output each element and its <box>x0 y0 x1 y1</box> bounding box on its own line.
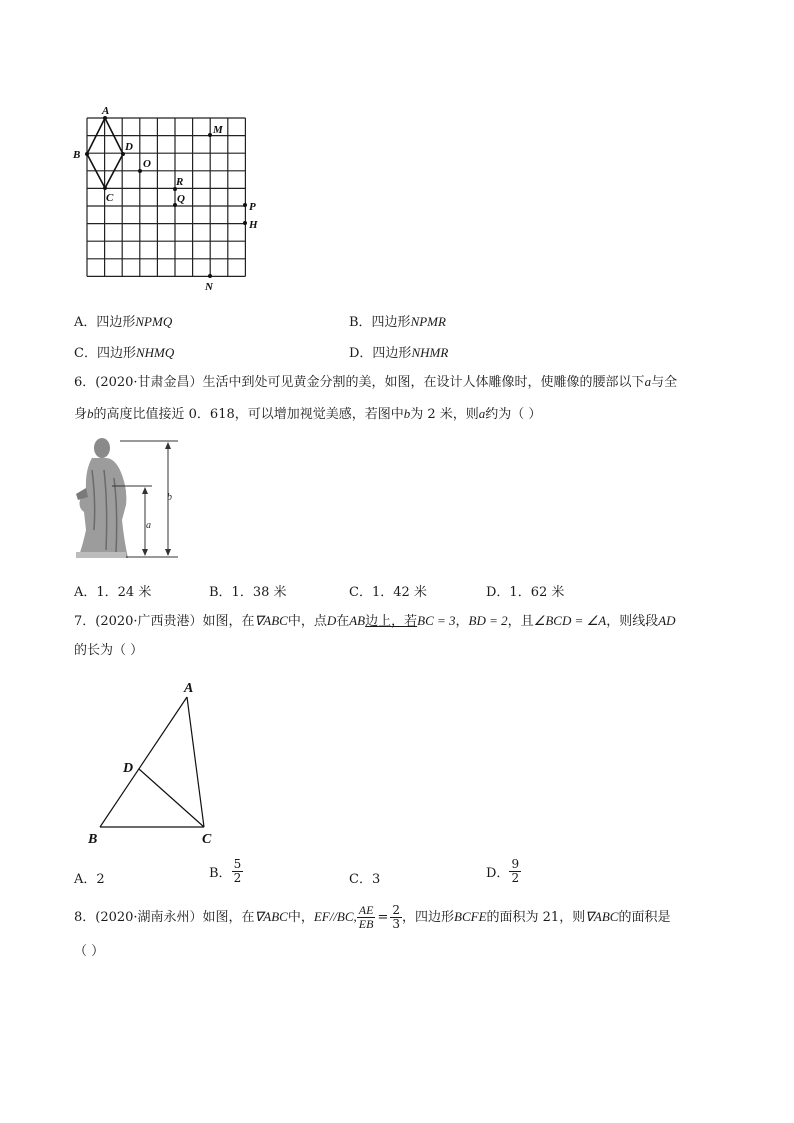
q7-line-1: 7．(2020·广西贵港）如图，在∇ABC中，点D在AB边上，若BC = 3，BD = 2，且∠BCD = ∠A，则线段AD <box>74 613 676 629</box>
label-Q: Q <box>177 193 185 205</box>
q6-option-c[interactable]: C．1．42 米 <box>349 585 427 600</box>
q5-option-b-name: NPMR <box>410 314 446 329</box>
grid-figure <box>70 105 270 295</box>
tri-label-A: A <box>184 681 194 696</box>
q7-line-2: 的长为（ ） <box>74 643 144 658</box>
q5-option-b[interactable] <box>349 311 446 330</box>
triangle-figure <box>82 672 222 848</box>
label-B: B <box>73 149 81 161</box>
q6-option-b[interactable]: B．1．38 米 <box>209 585 287 600</box>
label-N: N <box>205 281 213 293</box>
q6-option-d[interactable]: D．1．62 米 <box>486 585 565 600</box>
label-O: O <box>143 158 151 170</box>
tri-label-B: B <box>88 832 98 847</box>
q7-option-c[interactable]: C．3 <box>349 872 381 887</box>
tri-label-C: C <box>202 832 212 847</box>
statue-image <box>76 438 128 558</box>
q6-line-2: 身b的高度比值接近 0．618，可以增加视觉美感，若图中b为 2 米，则a约为（ ） <box>74 406 542 422</box>
label-a: a <box>146 520 151 531</box>
q8-line-2: （ ） <box>74 944 105 959</box>
label-b: b <box>167 492 172 503</box>
q8-line-1: 8．(2020·湖南永州）如图，在∇ABC中，EF//BC, $\frac{AE}{EB}$ = $\frac{2}{3}$ ，四边形BCFE的面积为 21，则∇ABC的面积是 <box>74 903 671 931</box>
q5-option-d[interactable] <box>349 342 448 361</box>
q7-option-b[interactable]: B． $\frac{5}{2}$ <box>209 857 242 885</box>
label-M: M <box>213 124 223 136</box>
label-A: A <box>102 105 110 117</box>
q5-option-a-name: NPMQ <box>135 314 173 329</box>
q7-option-a[interactable]: A．2 <box>74 872 105 887</box>
label-C: C <box>106 192 114 204</box>
statue-figure <box>68 436 190 564</box>
q6-option-a[interactable]: A．1．24 米 <box>74 585 152 600</box>
q6-line-1: 6．(2020·甘肃金昌）生活中到处可见黄金分割的美，如图，在设计人体雕像时，使雕像的腰部以下a与全 <box>74 374 678 390</box>
q5-option-b-prefix: B．四边形 <box>349 315 411 330</box>
q5-option-a-prefix: A．四边形 <box>74 315 136 330</box>
q5-option-d-prefix: D．四边形 <box>349 346 412 361</box>
label-R: R <box>176 176 184 188</box>
q5-option-c[interactable] <box>74 342 174 361</box>
label-H: H <box>249 219 258 231</box>
label-P: P <box>249 201 256 213</box>
q7-option-d[interactable]: D． $\frac{9}{2}$ <box>486 857 520 885</box>
q5-option-c-prefix: C．四边形 <box>74 346 136 361</box>
label-D: D <box>125 141 133 153</box>
tri-label-D: D <box>123 761 134 776</box>
q5-option-c-name: NHMQ <box>135 345 175 360</box>
q5-option-d-name: NHMR <box>411 345 449 360</box>
q5-option-a[interactable] <box>74 311 172 330</box>
